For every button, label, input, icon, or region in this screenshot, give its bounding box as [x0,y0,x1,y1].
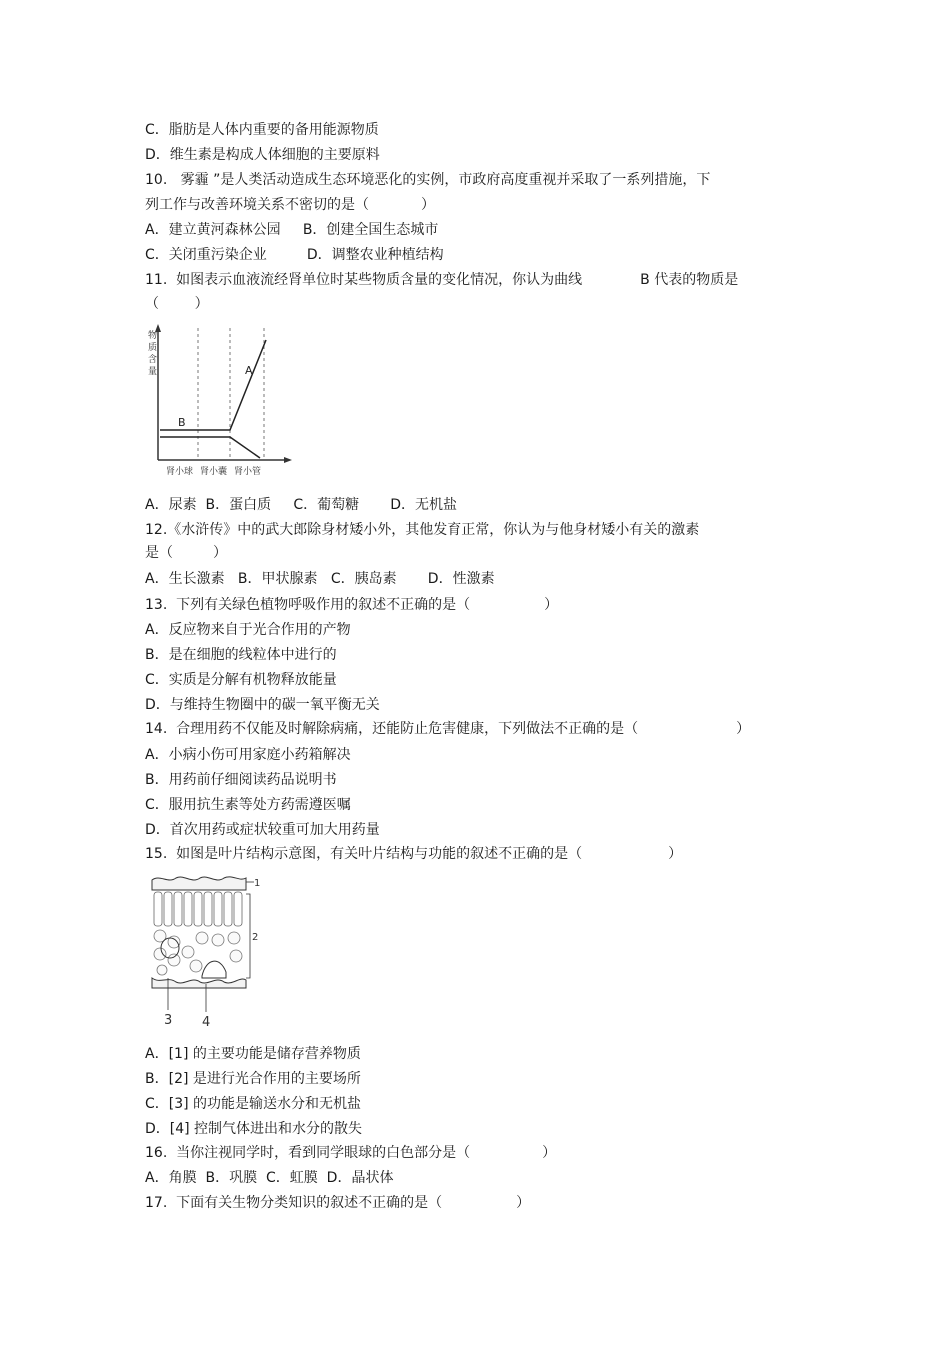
q16-options: A．角膜 B．巩膜 C．虹膜 D．晶状体 [145,1170,394,1186]
q13-stem-paren: ） [544,597,559,613]
y-label-char-1: 物 [148,331,158,341]
q13-stem [145,596,558,614]
curve-a-label: A [245,364,253,377]
curve-a [160,340,266,430]
q14-stem-paren: ） [736,721,751,737]
q14-option-a: A．小病小伤可用家庭小药箱解决 [145,747,351,763]
kidney-graph-figure [148,320,298,485]
q11-stem-tail: B 代表的物质是 [640,272,739,288]
q10-stem-line2 [145,196,435,214]
q16-stem-paren: ） [542,1145,557,1161]
y-label-char-2: 质 [148,343,158,353]
kidney-graph-svg [148,320,298,485]
q17-stem-paren: ） [516,1195,531,1211]
q14-option-b: B．用药前仔细阅读药品说明书 [145,772,337,788]
q13-option-d: D．与维持生物圈中的碳一氧平衡无关 [145,697,380,713]
q14-stem [145,720,750,738]
q15-option-b: B．[2] 是进行光合作用的主要场所 [145,1071,361,1087]
x-label-capsule: 肾小囊 [200,467,228,477]
label-3: 3 [164,1013,173,1028]
q15-option-a: A．[1] 的主要功能是储存营养物质 [145,1046,361,1062]
q14-stem-text: 14. 合理用药不仅能及时解除病痛，还能防止危害健康，下列做法不正确的是（ [145,721,639,737]
q12-options: A．生长激素 B．甲状腺素 C．胰岛素 D．性激素 [145,571,495,587]
q13-option-a: A．反应物来自于光合作用的产物 [145,622,351,638]
q14-option-d: D．首次用药或症状较重可加大用药量 [145,822,380,838]
q10-options-ab: A．建立黄河森林公园 B．创建全国生态城市 [145,222,439,238]
q13-stem-text: 13. 下列有关绿色植物呼吸作用的叙述不正确的是（ [145,597,471,613]
q15-option-c: C．[3] 的功能是输送水分和无机盐 [145,1096,362,1112]
leaf-structure-figure [146,872,262,1032]
q9-option-d: D．维生素是构成人体细胞的主要原料 [145,147,380,163]
curve-b [160,437,260,458]
q12-stem-line2: 是（ ） [145,545,228,561]
x-label-tubule: 肾小管 [234,467,262,477]
q9-option-c: C．脂肪是人体内重要的备用能源物质 [145,122,379,138]
stoma-chamber [202,961,226,978]
curve-b-label: B [178,416,186,429]
q17-stem-text: 17. 下面有关生物分类知识的叙述不正确的是（ [145,1195,443,1211]
q11-options: A．尿素 B．蛋白质 C．葡萄糖 D．无机盐 [145,497,458,513]
q10-options-cd: C．关闭重污染企业 D．调整农业种植结构 [145,247,444,263]
label-1: 1 [254,878,261,889]
q12-stem-line1: 12.《水浒传》中的武大郎除身材矮小外，其他发育正常，你认为与他身材矮小有关的激素 [145,522,700,538]
y-label-char-4: 量 [148,367,158,377]
label-2: 2 [252,932,259,943]
palisade-layer [154,892,242,926]
q11-stem-line2: （ ） [145,296,209,312]
y-label-char-3: 含 [148,355,158,365]
q15-stem-paren: ） [668,846,683,862]
q15-stem [145,845,682,863]
q11-stem-line1 [145,271,738,289]
q16-stem-text: 16. 当你注视同学时，看到同学眼球的白色部分是（ [145,1145,471,1161]
q11-stem-text: 11. 如图表示血液流经肾单位时某些物质含量的变化情况，你认为曲线 [145,272,583,288]
spongy-layer [154,930,242,975]
q16-stem [145,1144,556,1162]
x-axis-arrow [284,457,292,463]
q15-option-d: D．[4] 控制气体进出和水分的散失 [145,1121,363,1137]
upper-epidermis [152,877,246,890]
label-4: 4 [202,1015,211,1030]
q10-stem-paren: ） [421,197,435,213]
q10-stem-text: 列工作与改善环境关系不密切的是（ [145,197,369,213]
q13-option-c: C．实质是分解有机物释放能量 [145,672,337,688]
leaf-structure-svg [146,872,262,1032]
q13-option-b: B．是在细胞的线粒体中进行的 [145,647,337,663]
lower-epidermis [152,978,246,988]
q10-stem-line1: 10. 雾霾 ”是人类活动造成生态环境恶化的实例，市政府高度重视并采取了一系列措施，下 [145,172,711,188]
q14-option-c: C．服用抗生素等处方药需遵医嘱 [145,797,351,813]
q17-stem [145,1194,530,1212]
q15-stem-text: 15. 如图是叶片结构示意图，有关叶片结构与功能的叙述不正确的是（ [145,846,583,862]
label-2-bracket [246,894,250,978]
x-label-glomerulus: 肾小球 [166,467,194,477]
